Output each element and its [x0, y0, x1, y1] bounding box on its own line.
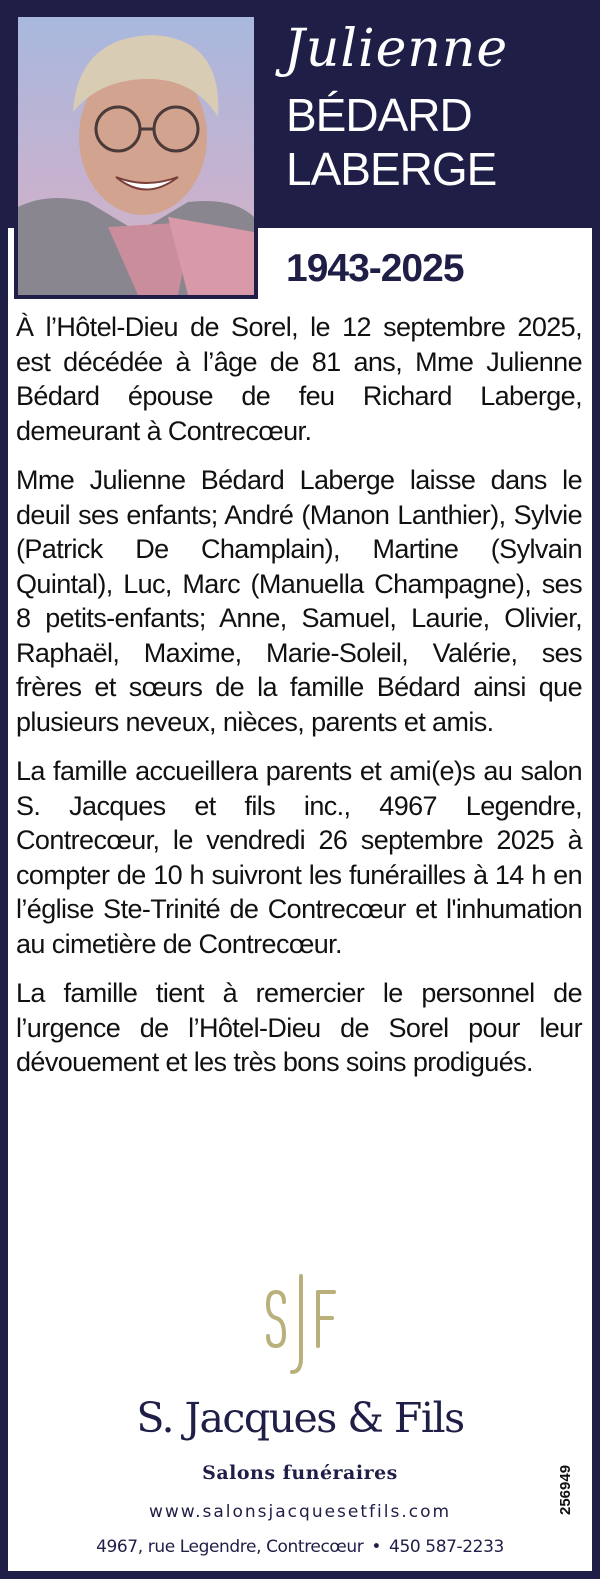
- paragraph-funeral-details: La famille accueillera parents et ami(e)s au salon S. Jacques et fils inc., 4967 Legendre, Contrecœur, le vendredi 26 septembre 2025 à compter de 10 h suivront les funérailles à 14 h en l’église Ste-Trinité de Contrecœur et l'inhumation au cimetière de Contrecœur.: [16, 756, 582, 959]
- contact-line: [0, 1535, 600, 1559]
- ad-reference-number: 256949: [557, 1464, 574, 1515]
- paragraph-survivors: Mme Julienne Bédard Laberge laisse dans le deuil ses enfants; André (Manon Lanthier), Sylvie (Patrick De Champlain), Martine (Sylvain Quintal), Luc, Marc (Manuella Champagne), ses 8 petits-enfants; Anne, Samuel, Laurie, Olivier, Raphaël, Maxime, Marie-Soleil, Valérie, ses frères et sœurs de la famille Bédard ainsi que plusieurs neveux, nièces, parents et amis.: [16, 465, 582, 737]
- sjf-monogram-logo: [256, 1272, 346, 1384]
- website-url: www.salonsjacquesetfils.com: [148, 1502, 452, 1522]
- life-years: 1943-2025: [286, 247, 464, 290]
- phone-number: 450 587-2233: [389, 1537, 504, 1557]
- first-name: Julienne: [284, 19, 509, 79]
- funeral-home-subtitle: Salons funéraires: [202, 1462, 398, 1484]
- surname-line-2: LABERGE: [286, 143, 497, 195]
- surname-line-1: BÉDARD: [286, 89, 472, 141]
- separator-dot: •: [371, 1537, 382, 1557]
- paragraph-death-notice: À l’Hôtel-Dieu de Sorel, le 12 septembre 2025, est décédée à l’âge de 81 ans, Mme Julienne Bédard épouse de feu Richard Laberge, demeurant à Contrecœur.: [16, 312, 582, 446]
- funeral-home-name: S. Jacques & Fils: [136, 1394, 464, 1442]
- obituary-body: [16, 310, 582, 1095]
- portrait-photo: [14, 13, 258, 299]
- paragraph-thanks: La famille tient à remercier le personnel de l’urgence de l’Hôtel-Dieu de Sorel pour leur dévouement et les très bons soins prodigués.: [16, 978, 582, 1077]
- address: 4967, rue Legendre, Contrecœur: [96, 1537, 364, 1557]
